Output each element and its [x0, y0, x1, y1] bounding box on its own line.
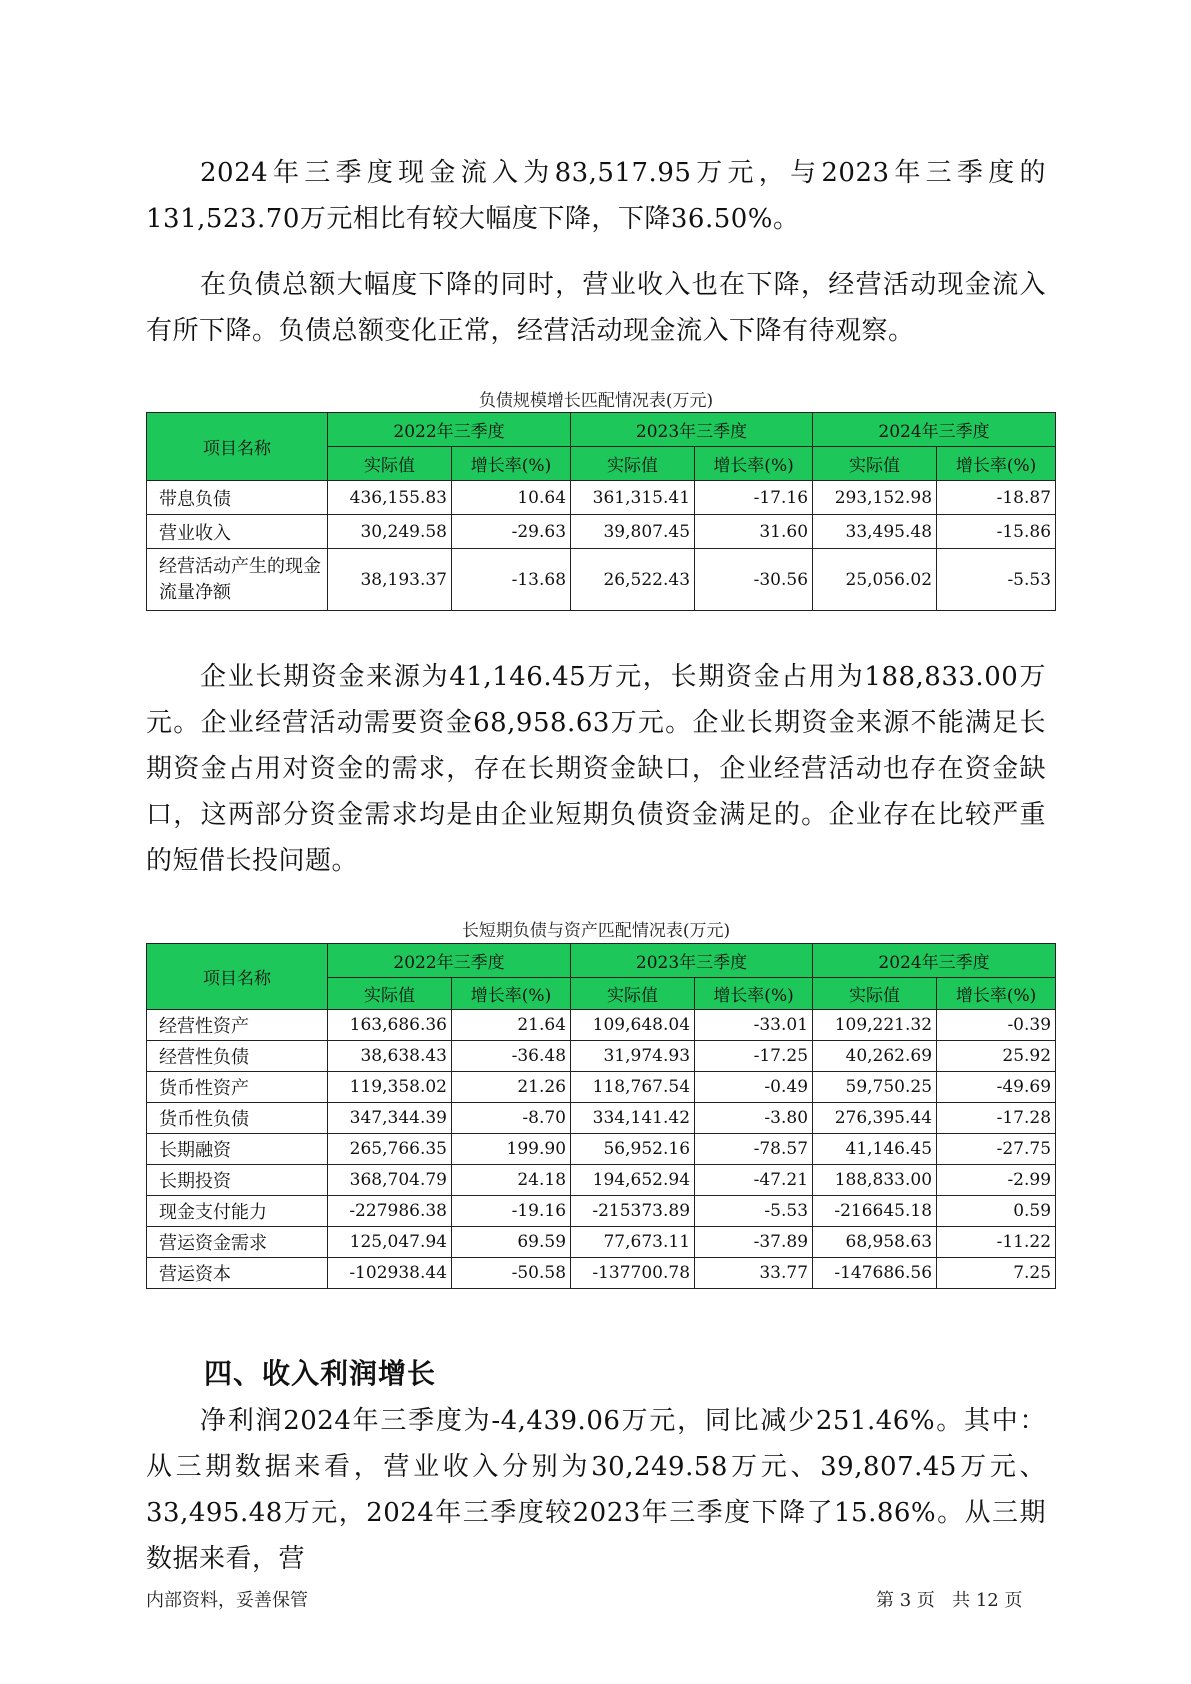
cell-value: 41,146.45 — [813, 1134, 937, 1165]
cell-rate: -17.16 — [695, 481, 813, 515]
table-row — [147, 1258, 1056, 1289]
asset-liability-match-table — [146, 943, 1056, 1289]
table-row — [147, 1227, 1056, 1258]
cell-value: 118,767.54 — [571, 1072, 695, 1103]
row-label: 经营性资产 — [147, 1010, 328, 1041]
cell-rate: -5.53 — [937, 549, 1056, 611]
cell-rate: -37.89 — [695, 1227, 813, 1258]
cell-rate: -19.16 — [452, 1196, 571, 1227]
row-label: 带息负债 — [147, 481, 328, 515]
cell-value: 38,638.43 — [328, 1041, 452, 1072]
cell-rate: -5.53 — [695, 1196, 813, 1227]
row-label: 经营活动产生的现金流量净额 — [147, 549, 328, 611]
row-label: 营业收入 — [147, 515, 328, 549]
paragraph-long-term-funds — [146, 654, 1046, 884]
paragraph-cash-inflow — [146, 150, 1046, 242]
cell-value: 68,958.63 — [813, 1227, 937, 1258]
cell-rate: -33.01 — [695, 1010, 813, 1041]
cell-rate: -27.75 — [937, 1134, 1056, 1165]
cell-value: 276,395.44 — [813, 1103, 937, 1134]
cell-rate: 10.64 — [452, 481, 571, 515]
header-period: 2022年三季度 — [328, 944, 571, 978]
cell-rate: -15.86 — [937, 515, 1056, 549]
cell-rate: -17.28 — [937, 1103, 1056, 1134]
paragraph-text: 在负债总额大幅度下降的同时，营业收入也在下降，经营活动现金流入有所下降。负债总额变化正常，经营活动现金流入下降有待观察。 — [146, 270, 1046, 346]
table-row — [147, 549, 1056, 611]
cell-rate: -36.48 — [452, 1041, 571, 1072]
row-label: 营运资金需求 — [147, 1227, 328, 1258]
page-prefix: 第 — [876, 1590, 894, 1611]
page-unit: 页 — [916, 1590, 935, 1611]
cell-value: -216645.18 — [813, 1196, 937, 1227]
cell-value: 265,766.35 — [328, 1134, 452, 1165]
row-label: 货币性负债 — [147, 1103, 328, 1134]
header-growth-rate: 增长率(%) — [937, 447, 1056, 481]
header-growth-rate: 增长率(%) — [695, 978, 813, 1010]
page-current: 3 — [899, 1590, 912, 1611]
cell-value: 38,193.37 — [328, 549, 452, 611]
cell-value: -147686.56 — [813, 1258, 937, 1289]
header-actual-value: 实际值 — [813, 447, 937, 481]
header-growth-rate: 增长率(%) — [937, 978, 1056, 1010]
cell-value: 125,047.94 — [328, 1227, 452, 1258]
cell-rate: 7.25 — [937, 1258, 1056, 1289]
header-growth-rate: 增长率(%) — [695, 447, 813, 481]
cell-rate: -17.25 — [695, 1041, 813, 1072]
table-row — [147, 515, 1056, 549]
table-row — [147, 481, 1056, 515]
table-row — [147, 1165, 1056, 1196]
cell-value: 109,221.32 — [813, 1010, 937, 1041]
page-total-prefix: 共 — [952, 1590, 971, 1611]
cell-rate: -49.69 — [937, 1072, 1056, 1103]
header-period: 2024年三季度 — [813, 413, 1056, 447]
header-period: 2022年三季度 — [328, 413, 571, 447]
table-row — [147, 1196, 1056, 1227]
cell-rate: -30.56 — [695, 549, 813, 611]
cell-rate: -29.63 — [452, 515, 571, 549]
table-row — [147, 1103, 1056, 1134]
cell-value: -215373.89 — [571, 1196, 695, 1227]
row-label: 货币性资产 — [147, 1072, 328, 1103]
cell-value: 59,750.25 — [813, 1072, 937, 1103]
cell-value: 30,249.58 — [328, 515, 452, 549]
cell-value: 188,833.00 — [813, 1165, 937, 1196]
cell-value: 33,495.48 — [813, 515, 937, 549]
cell-rate: -8.70 — [452, 1103, 571, 1134]
cell-value: 109,648.04 — [571, 1010, 695, 1041]
table1-caption: 负债规模增长匹配情况表(万元) — [478, 391, 714, 411]
cell-value: 25,056.02 — [813, 549, 937, 611]
cell-rate: -3.80 — [695, 1103, 813, 1134]
cell-rate: -47.21 — [695, 1165, 813, 1196]
paragraph-text: 净利润2024年三季度为-4,439.06万元，同比减少251.46%。其中：从三期数据来看，营业收入分别为30,249.58万元、39,807.45万元、33,495.48万元，2024年三季度较2023年三季度下降了15.86%。从三期数据来看，营 — [146, 1406, 1046, 1574]
cell-rate: 31.60 — [695, 515, 813, 549]
cell-value: 347,344.39 — [328, 1103, 452, 1134]
page-total: 12 — [975, 1590, 999, 1611]
cell-rate: -11.22 — [937, 1227, 1056, 1258]
cell-value: 361,315.41 — [571, 481, 695, 515]
cell-value: 293,152.98 — [813, 481, 937, 515]
section-heading: 四、收入利润增长 — [204, 1357, 437, 1390]
cell-value: 40,262.69 — [813, 1041, 937, 1072]
cell-value: 436,155.83 — [328, 481, 452, 515]
header-period: 2023年三季度 — [571, 944, 813, 978]
header-item-name: 项目名称 — [147, 413, 328, 481]
header-actual-value: 实际值 — [571, 978, 695, 1010]
cell-value: 163,686.36 — [328, 1010, 452, 1041]
cell-value: 77,673.11 — [571, 1227, 695, 1258]
table2-caption: 长短期负债与资产匹配情况表(万元) — [461, 921, 731, 941]
cell-rate: -0.49 — [695, 1072, 813, 1103]
cell-value: 26,522.43 — [571, 549, 695, 611]
header-period: 2023年三季度 — [571, 413, 813, 447]
header-period: 2024年三季度 — [813, 944, 1056, 978]
header-actual-value: 实际值 — [813, 978, 937, 1010]
cell-value: -227986.38 — [328, 1196, 452, 1227]
table-row — [147, 1010, 1056, 1041]
cell-value: 368,704.79 — [328, 1165, 452, 1196]
row-label: 长期投资 — [147, 1165, 328, 1196]
paragraph-profit — [146, 1398, 1046, 1582]
cell-rate: 0.59 — [937, 1196, 1056, 1227]
cell-rate: 69.59 — [452, 1227, 571, 1258]
page-total-unit: 页 — [1004, 1590, 1023, 1611]
cell-value: 119,358.02 — [328, 1072, 452, 1103]
row-label: 现金支付能力 — [147, 1196, 328, 1227]
cell-value: 194,652.94 — [571, 1165, 695, 1196]
paragraph-text: 2024年三季度现金流入为83,517.95万元，与2023年三季度的131,523.70万元相比有较大幅度下降，下降36.50%。 — [146, 158, 1046, 234]
cell-value: 31,974.93 — [571, 1041, 695, 1072]
cell-value: 334,141.42 — [571, 1103, 695, 1134]
row-label: 经营性负债 — [147, 1041, 328, 1072]
cell-value: -102938.44 — [328, 1258, 452, 1289]
cell-rate: -18.87 — [937, 481, 1056, 515]
cell-rate: -78.57 — [695, 1134, 813, 1165]
cell-rate: 21.26 — [452, 1072, 571, 1103]
table-row — [147, 1072, 1056, 1103]
row-label: 营运资本 — [147, 1258, 328, 1289]
cell-rate: -0.39 — [937, 1010, 1056, 1041]
header-actual-value: 实际值 — [571, 447, 695, 481]
footer-confidential-note: 内部资料，妥善保管 — [146, 1590, 308, 1611]
footer-page-number — [876, 1586, 1022, 1612]
cell-rate: 24.18 — [452, 1165, 571, 1196]
cell-value: 56,952.16 — [571, 1134, 695, 1165]
cell-rate: 21.64 — [452, 1010, 571, 1041]
cell-rate: 199.90 — [452, 1134, 571, 1165]
table-row — [147, 1041, 1056, 1072]
header-item-name: 项目名称 — [147, 944, 328, 1010]
table-row — [147, 1134, 1056, 1165]
cell-value: -137700.78 — [571, 1258, 695, 1289]
cell-rate: 33.77 — [695, 1258, 813, 1289]
row-label: 长期融资 — [147, 1134, 328, 1165]
header-actual-value: 实际值 — [328, 447, 452, 481]
header-actual-value: 实际值 — [328, 978, 452, 1010]
paragraph-debt-summary — [146, 262, 1046, 354]
cell-rate: -13.68 — [452, 549, 571, 611]
cell-rate: -2.99 — [937, 1165, 1056, 1196]
header-growth-rate: 增长率(%) — [452, 447, 571, 481]
cell-rate: 25.92 — [937, 1041, 1056, 1072]
cell-rate: -50.58 — [452, 1258, 571, 1289]
header-growth-rate: 增长率(%) — [452, 978, 571, 1010]
cell-value: 39,807.45 — [571, 515, 695, 549]
debt-growth-table — [146, 412, 1056, 611]
paragraph-text: 企业长期资金来源为41,146.45万元，长期资金占用为188,833.00万元。企业经营活动需要资金68,958.63万元。企业长期资金来源不能满足长期资金占用对资金的需求，存在长期资金缺口，企业经营活动也存在资金缺口，这两部分资金需求均是由企业短期负债资金满足的。企业存在比较严重的短借长投问题。 — [146, 662, 1046, 876]
